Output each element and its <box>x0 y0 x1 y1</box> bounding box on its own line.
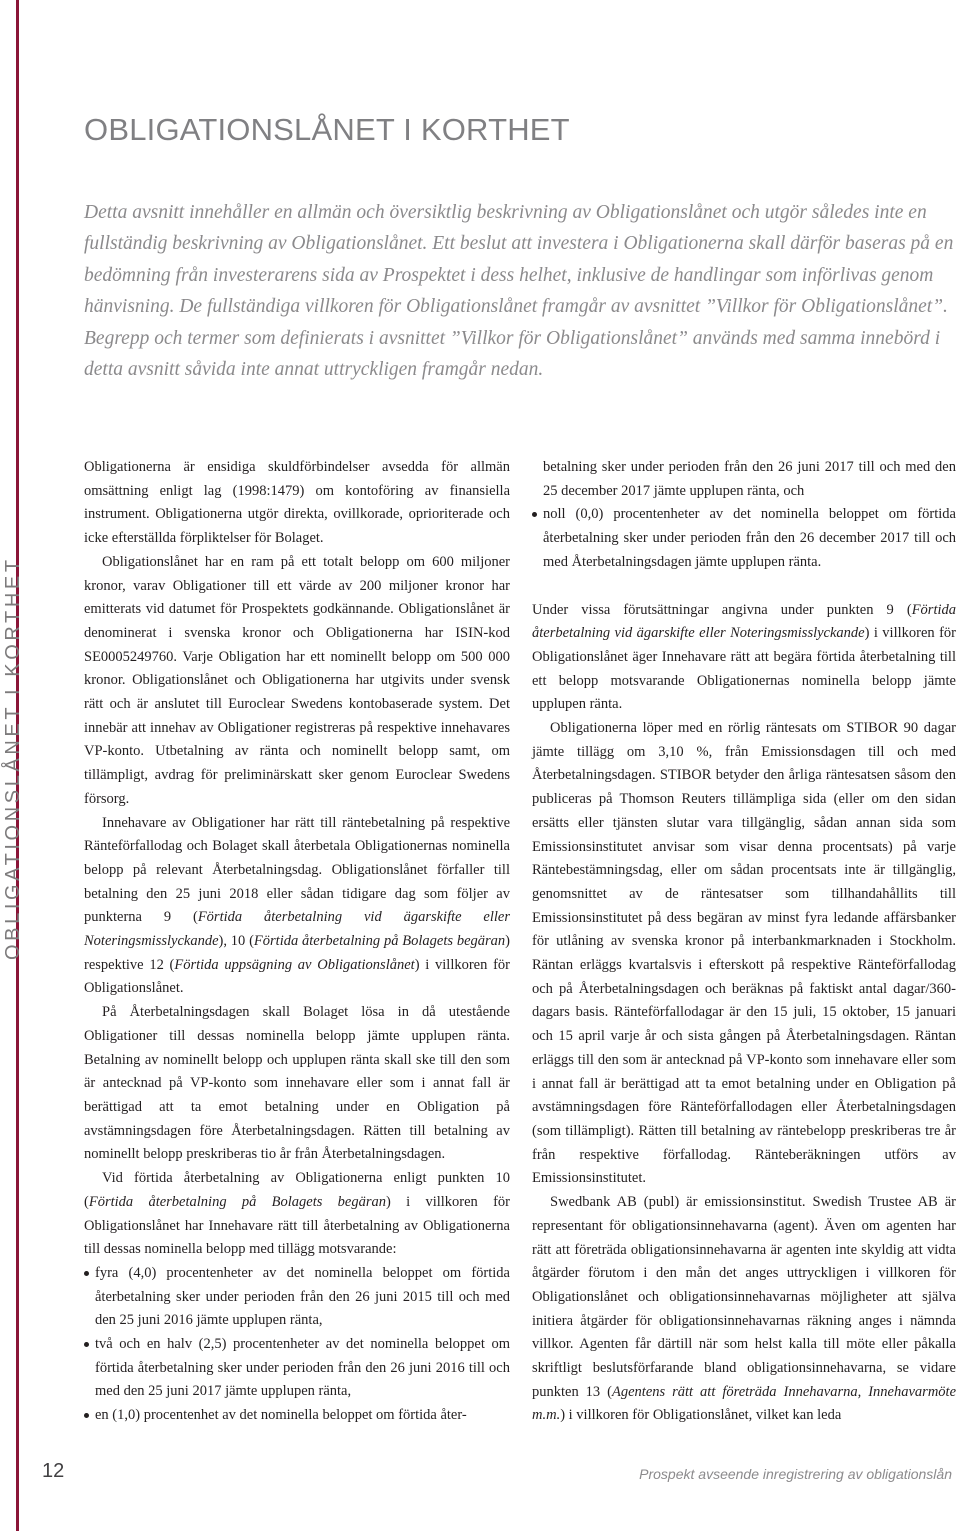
page-title: OBLIGATIONSLÅNET I KORTHET <box>84 112 570 147</box>
paragraph: Swedbank AB (publ) är emissionsinstitut. Swedish Trustee AB är representant för obligationsinnehavarna (agent). Även om agenten har rätt att företräda obligationsinnehavarna är agenten inte skyldig att vidta åtgärder förutom i den mån det anges uttryckligen i villkoren för Obligationslånet och obligationsinnehavarnas möjligheter att själva initiera åtgärder för obligationsinnehavarnas räkning anges i nämnda villkor. Agenten får därtill när som helst kalla till möte eller påkalla skriftligt beslutsförfarande bland obligationsinnehavarna, se vidare punkten 13 (Agentens rätt att företräda Innehavarna, Innehavarmöte m.m.) i villkoren för Obligationslånet, vilket kan leda <box>532 1194 956 1424</box>
paragraph: På Återbetalningsdagen skall Bolaget lösa in då utestående Obligationer till dessas nominella belopp jämte upplupen ränta. Betalning av nominellt belopp och upplupen ränta skall ske till den som är antecknad på VP-konto som innehavare eller som i annat fall är berättigad att ta emot betalning under en Obligation på avstämningsdagen före Återbetalningsdagen. Rätten till betalning av nominellt belopp preskriberas tio år från Återbetalningsdagen. <box>84 1004 510 1163</box>
bullet-list <box>532 503 956 574</box>
paragraph: Innehavare av Obligationer har rätt till räntebetalning på respektive Ränteförfallodag och Bolaget skall återbetala Obligationernas nominella belopp på relevant Återbetalningsdag. Obligationslånet förfaller till betalning den 25 juni 2018 eller sådan tidigare dag som följer av punkterna 9 (Förtida återbetalning vid ägarskifte eller Noteringsmisslyckande), 10 (Förtida återbetalning på Bolagets begäran) respektive 12 (Förtida uppsägning av Obligationslånet) i villkoren för Obligationslånet. <box>84 814 511 997</box>
paragraph: Vid förtida återbetalning av Obligationerna enligt punkten 10 (Förtida återbetalning på Bolagets begäran) i villkoren för Obligationslånet har Innehavare rätt till återbetalning av Obligationerna till dessas nominella belopp med tillägg motsvarande: <box>84 1170 510 1258</box>
paragraph: Obligationerna är ensidiga skuldförbindelser avsedda för allmän omsättning enligt lag (1998:1479) om kontoföring av finansiella instrument. Obligationerna utgör direkta, ovillkorade, oprioriterade och icke efterställda förpliktelser för Bolaget. <box>84 459 510 547</box>
footer-text: Prospekt avseende inregistrering av obligationslån <box>639 1466 952 1482</box>
right-column <box>532 456 956 1428</box>
list-item: två och en halv (2,5) procentenheter av det nominella beloppet om förtida återbetalning sker under perioden från den 26 juni 2016 till och med den 25 juni 2017 jämte upplupen ränta, <box>84 1333 510 1404</box>
list-item: en (1,0) procentenhet av det nominella beloppet om förtida åter- <box>84 1404 510 1428</box>
list-item: fyra (4,0) procentenheter av det nominella beloppet om förtida återbetalning sker under perioden från den 26 juni 2015 till och med den 25 juni 2016 jämte upplupen ränta, <box>84 1262 510 1333</box>
page-number: 12 <box>42 1460 65 1482</box>
bullet-continuation: betalning sker under perioden från den 26 juni 2017 till och med den 25 december 2017 jämte upplupen ränta, och <box>543 459 956 499</box>
section-side-label: OBLIGATIONSLÅNET I KORTHET <box>2 556 24 960</box>
paragraph: Under vissa förutsättningar angivna under punkten 9 (Förtida återbetalning vid ägarskifte eller Noteringsmisslyckande) i villkoren för Obligationslånet äger Innehavare rätt att begära förtida återbetalning till ett belopp motsvarande Obligationernas nominella belopp jämte upplupen ränta. <box>532 601 956 713</box>
paragraph: Obligationerna löper med en rörlig räntesats om STIBOR 90 dagar jämte tillägg om 3,10 %, från Emissionsdagen till och med Återbetalningsdagen. STIBOR betyder den årliga räntesatsen såsom den publiceras på Thomson Reuters tillämpliga sida (eller om den sidan ersätts eller tjänsten slutar vara tillgänglig, sådan annan sida som Emissionsinstitutet anvisar som visar denna procentsats) på varje Räntebestämningsdag, eller om sådan procentsats inte är tillgänglig, genomsnittet av de räntesatser som tillhandahållits till Emissionsinstitutet på dess begäran av minst fyra ledande affärsbanker för utlåning av svenska kronor på interbankmarknaden i Stockholm. Räntan erläggs kvartalsvis i efterskott på respektive Ränteförfallodag och på Återbetalningsdagen och beräknas på faktiskt antal dagar/360-dagars basis. Ränteförfallodagar är den 15 juli, 15 oktober, 15 januari och 15 april varje år och sista gången på Återbetalningsdagen. Räntan erläggs till den som är antecknad på VP-konto som innehavare eller som i annat fall är berättigad att ta emot betalning under en Obligation på avstämningsdagen före Ränteförfallodagen eller Återbetalningsdagen (som tillämpligt). Rätten till betalning av räntebelopp preskriberas tre år från respektive förfallodag. Ränteberäkningen utförs av Emissionsinstitutet. <box>532 720 956 1187</box>
left-column <box>84 456 510 1428</box>
bullet-list <box>84 1262 510 1428</box>
paragraph: Obligationslånet har en ram på ett totalt belopp om 600 miljoner kronor, varav Obligationer till ett värde av 200 miljoner kronor har emitterats vid datumet för Prospektets godkännande. Obligationslånet är denominerat i svenska kronor och Obligationerna har ISIN-kod SE0005249760. Varje Obligation har ett nominellt belopp om 500 000 kronor. Obligationslånet och Obligationerna har utgivits under svensk rätt och är anslutet till Euroclear Swedens kontobaserade system. Det innebär att innehav av Obligationer registreras på respektive innehavares VP-konto. Utbetalning av ränta och nominellt belopp samt, om tillämpligt, avdrag för preliminärskatt sker genom Euroclear Swedens försorg. <box>84 553 510 807</box>
intro-paragraph: Detta avsnitt innehåller en allmän och översiktlig beskrivning av Obligationslånet och utgör således inte en fullständig beskrivning av Obligationslånet. Ett beslut att investera i Obligationerna skall därför baseras på en bedömning från investerarens sida av Prospektet i dess helhet, inklusive de handlingar som införlivas genom hänvisning. De fullständiga villkoren för Obligationslånet framgår av avsnittet ”Villkor för Obligationslånet”. Begrepp och termer som definierats i avsnittet ”Villkor för Obligationslånet” används med samma innebörd i detta avsnitt såvida inte annat uttryckligen framgår nedan. <box>84 202 954 381</box>
list-item: noll (0,0) procentenheter av det nominella beloppet om förtida återbetalning sker under perioden från den 26 december 2017 till och med Återbetalningsdagen jämte upplupen ränta. <box>532 503 956 574</box>
